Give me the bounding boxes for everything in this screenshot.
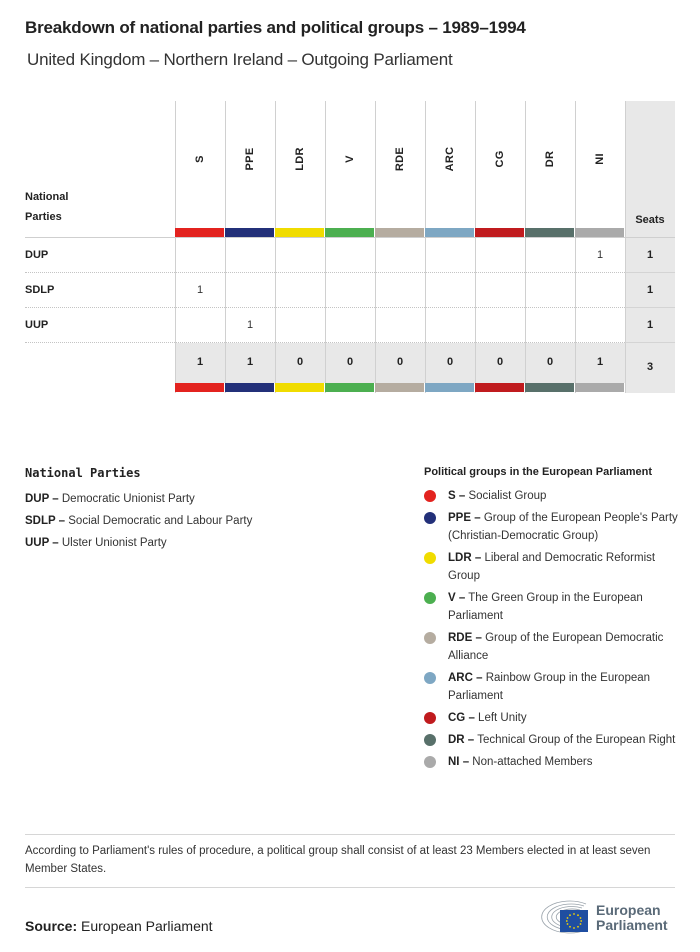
- color-bar-top-s: [175, 228, 224, 237]
- group-color-dot-icon: [424, 632, 436, 644]
- color-bar-top-rde: [375, 228, 424, 237]
- group-color-dot-icon: [424, 552, 436, 564]
- seats-divider: [625, 342, 675, 343]
- national-party-legend-item: [25, 510, 252, 532]
- group-header-label: ARC: [444, 146, 456, 172]
- source-line: [25, 918, 213, 934]
- political-groups-legend: [424, 466, 684, 775]
- note-divider-top: [25, 834, 675, 835]
- party-name: Democratic Unionist Party: [61, 493, 195, 505]
- group-code: ARC –: [448, 672, 483, 684]
- group-name: Rainbow Group in the European Parliament: [448, 672, 651, 702]
- group-color-dot-icon: [424, 490, 436, 502]
- color-bar-bottom-v: [325, 383, 374, 392]
- group-legend-item: [424, 709, 684, 727]
- party-name: Social Democratic and Labour Party: [68, 515, 253, 527]
- color-bar-top-ldr: [275, 228, 324, 237]
- party-row-label: UUP: [25, 319, 49, 331]
- row-divider: [25, 342, 625, 343]
- group-header-cg: [475, 101, 525, 228]
- color-bar-top-v: [325, 228, 374, 237]
- color-bar-top-ni: [575, 228, 624, 237]
- group-header-label: DR: [544, 150, 556, 168]
- group-name: Group of the European People's Party (Christian-Democratic Group): [448, 512, 678, 542]
- group-header-ni: [575, 101, 625, 228]
- group-header-label: CG: [494, 150, 506, 168]
- hemicycle-flag-icon: [526, 896, 592, 936]
- european-parliament-logo: [526, 896, 676, 936]
- group-name: Socialist Group: [468, 490, 547, 502]
- group-header-label: S: [194, 155, 206, 163]
- color-bar-top-dr: [525, 228, 574, 237]
- row-seats-value: 1: [646, 319, 654, 331]
- group-total-value: 0: [546, 356, 554, 368]
- header-divider: [25, 237, 675, 238]
- group-color-dot-icon: [424, 672, 436, 684]
- group-name: Left Unity: [478, 712, 527, 724]
- color-bar-bottom-ni: [575, 383, 624, 392]
- color-bar-bottom-s: [175, 383, 224, 392]
- source-label: Source:: [25, 918, 78, 934]
- group-color-dot-icon: [424, 734, 436, 746]
- political-groups-legend-title: Political groups in the European Parliament: [424, 466, 652, 478]
- group-total-value: 0: [346, 356, 354, 368]
- group-code: LDR –: [448, 552, 482, 564]
- group-total-value: 1: [596, 356, 604, 368]
- group-legend-item: [424, 669, 684, 705]
- color-bar-top-arc: [425, 228, 474, 237]
- group-total-value: 1: [196, 356, 204, 368]
- color-bar-bottom-dr: [525, 383, 574, 392]
- color-bar-bottom-ppe: [225, 383, 274, 392]
- group-code: V –: [448, 592, 466, 604]
- row-seats-value: 1: [646, 249, 654, 261]
- group-name: Liberal and Democratic Reformist Group: [448, 552, 656, 582]
- group-header-ldr: [275, 101, 325, 228]
- group-total-value: 0: [296, 356, 304, 368]
- group-legend-item: [424, 589, 684, 625]
- national-party-legend-item: [25, 488, 252, 510]
- group-code: NI –: [448, 756, 470, 768]
- group-color-dot-icon: [424, 756, 436, 768]
- group-total-value: 0: [396, 356, 404, 368]
- group-header-label: PPE: [244, 147, 256, 171]
- row-divider: [25, 307, 625, 308]
- group-header-dr: [525, 101, 575, 228]
- seats-divider: [625, 307, 675, 308]
- row-divider: [25, 272, 625, 273]
- color-bar-bottom-arc: [425, 383, 474, 392]
- group-header-rde: [375, 101, 425, 228]
- group-color-dot-icon: [424, 592, 436, 604]
- group-header-ppe: [225, 101, 275, 228]
- group-code: S –: [448, 490, 466, 502]
- party-code: DUP –: [25, 493, 59, 505]
- group-header-arc: [425, 101, 475, 228]
- breakdown-table: [25, 101, 675, 393]
- group-header-label: V: [344, 155, 356, 163]
- group-legend-item: [424, 731, 684, 749]
- group-name: Non-attached Members: [472, 756, 593, 768]
- row-seats-value: 1: [646, 284, 654, 296]
- color-bar-bottom-ldr: [275, 383, 324, 392]
- national-parties-legend-title: National Parties: [25, 466, 141, 480]
- table-cell: 1: [196, 284, 204, 296]
- page-title: Breakdown of national parties and political groups – 1989–1994: [25, 18, 526, 37]
- page-subtitle: United Kingdom – Northern Ireland – Outgoing Parliament: [27, 50, 453, 69]
- national-parties-legend: [25, 466, 252, 554]
- group-header-v: [325, 101, 375, 228]
- color-bar-top-cg: [475, 228, 524, 237]
- group-total-value: 1: [246, 356, 254, 368]
- color-bar-top-ppe: [225, 228, 274, 237]
- party-code: SDLP –: [25, 515, 66, 527]
- color-bar-bottom-cg: [475, 383, 524, 392]
- group-legend-item: [424, 509, 684, 545]
- color-bar-bottom-rde: [375, 383, 424, 392]
- group-total-value: 0: [496, 356, 504, 368]
- table-cell: 1: [596, 249, 604, 261]
- group-header-label: LDR: [294, 147, 306, 171]
- seats-header: Seats: [635, 214, 665, 226]
- group-header-s: [175, 101, 225, 228]
- group-code: RDE –: [448, 632, 482, 644]
- group-color-dot-icon: [424, 512, 436, 524]
- party-row-label: SDLP: [25, 284, 55, 296]
- group-name: The Green Group in the European Parliament: [448, 592, 643, 622]
- group-total-value: 0: [446, 356, 454, 368]
- group-legend-item: [424, 753, 684, 771]
- national-parties-header: National Parties: [25, 191, 69, 223]
- group-legend-item: [424, 629, 684, 665]
- group-code: PPE –: [448, 512, 481, 524]
- source-value: European Parliament: [81, 918, 213, 934]
- logo-text: European Parliament: [596, 902, 668, 933]
- seats-column: [625, 101, 675, 393]
- seats-divider: [625, 272, 675, 273]
- party-row-label: DUP: [25, 249, 49, 261]
- group-color-dot-icon: [424, 712, 436, 724]
- group-header-label: NI: [594, 153, 606, 165]
- group-name: Group of the European Democratic Alliance: [448, 632, 664, 662]
- party-code: UUP –: [25, 537, 59, 549]
- group-code: DR –: [448, 734, 475, 746]
- column-divider: [625, 101, 626, 393]
- procedure-note: According to Parliament's rules of procedure, a political group shall consist of at least 23 Members elected in at least seven Member States.: [25, 845, 651, 875]
- note-divider-bottom: [25, 887, 675, 888]
- group-legend-item: [424, 549, 684, 585]
- total-seats-value: 3: [646, 361, 654, 373]
- group-header-label: RDE: [394, 146, 406, 172]
- party-name: Ulster Unionist Party: [61, 537, 167, 549]
- table-cell: 1: [246, 319, 254, 331]
- group-legend-item: [424, 487, 684, 505]
- group-code: CG –: [448, 712, 475, 724]
- group-name: Technical Group of the European Right: [477, 734, 676, 746]
- national-party-legend-item: [25, 532, 252, 554]
